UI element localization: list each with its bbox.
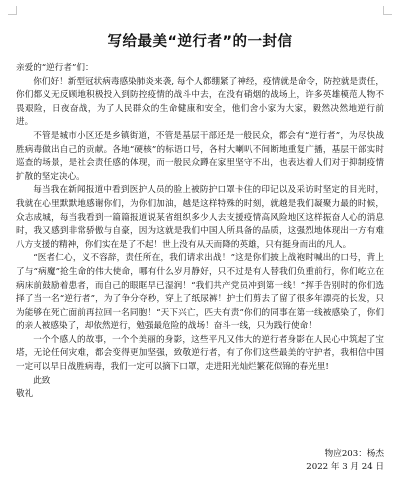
signature-block	[306, 448, 384, 474]
salutation: 亲爱的“逆行者”们：	[16, 63, 94, 73]
closing-cizhi: 此致	[33, 375, 51, 386]
paragraph-1: 你们好！新型冠状病毒感染肺炎来袭, 每个人都绷紧了神经，疫情就是命令，防控就是责任，你们都义无反顾地积极投入到防控疫情的战斗中去，在没有硝烟的战场上，许多英雄模范人物不畏艰险，日夜奋战，为了人民群众的生命健康和安全，他们舍小家为大家，毅然决然地逆行前进。	[16, 76, 384, 128]
letter-body	[16, 62, 384, 402]
paragraph-5: 一个个感人的故事，一个个美丽的身影，这些平凡又伟大的逆行者身影在人民心中筑起了宝塔，无论任何灾难，都会变得更加坚强，致敬逆行者，有了你们这些最美的守护者，我相信中国一定可以早日战胜病毒，我们一定可以摘下口罩，走进阳光灿烂繁花似锦的春光里!	[16, 334, 384, 373]
paragraph-4: “医者仁心，义不容辞，责任所在，我们请求出战！”这是你们披上战袍时喊出的口号，背上了与“病魔”抢生命的伟大使命，哪有什么岁月静好，只不过是有人替我们负重前行，你们屹立在病床前鼓励着患者，而自己的眼眶早已湿润！“我们共产党员冲到第一线！”挥手告别时的你们选择了当一名“逆行者”，为了争分夺秒，穿上了纸尿裤！护士们剪去了留了很多年漂亮的长发，只为能够在死亡面前再拉回一名同胞！“天下兴亡，匹夫有责”你们的同事在第一线被感染了，你们的亲人被感染了，却依然逆行，勉强最危险的战场！奋斗一线，只为践行使命！	[16, 253, 384, 332]
signature: 物应203：杨杰	[324, 449, 384, 459]
crop-mark-top-right	[383, 6, 392, 15]
closing-jingli: 敬礼	[16, 389, 34, 400]
crop-mark-top-left	[8, 6, 17, 15]
letter-title: 写给最美“逆行者”的一封信	[107, 34, 293, 50]
letter-date: 2022 年 3 月 24 日	[306, 462, 384, 472]
paragraph-3: 每当我在新闻报道中看到医护人员的脸上被防护口罩卡住的印记以及采访时坚定的目光时，我就在心里默默地感谢你们，为你们加油，越是这样特殊的时刻，就越是我们凝聚力最的时候，众志成城，每当我看到一篇篇报道说某省组织多少人去支援疫情高风险地区这样振奋人心的消息时，我又感到非常骄傲与自豪，因为这就是我们中国人所具备的品质，这强烈地体现出一方有难八方支援的精神，你们实在是了不起！世上没有从天而降的英雄，只有挺身而出的凡人。	[16, 185, 384, 250]
paragraph-2: 不管是城市小区还是乡镇街道，不管是基层干部还是一般民众，都会有“逆行者”，为尽快战胜病毒做出自己的贡献。各地“硬核”的标语口号，各村大喇叭不间断地重复广播，基层干部实时巡查的场景，是社会责任感的体现，而一般民众蹲在家里坚守不出，也表达着人们对于抑制疫情扩散的坚定决心。	[16, 130, 384, 182]
